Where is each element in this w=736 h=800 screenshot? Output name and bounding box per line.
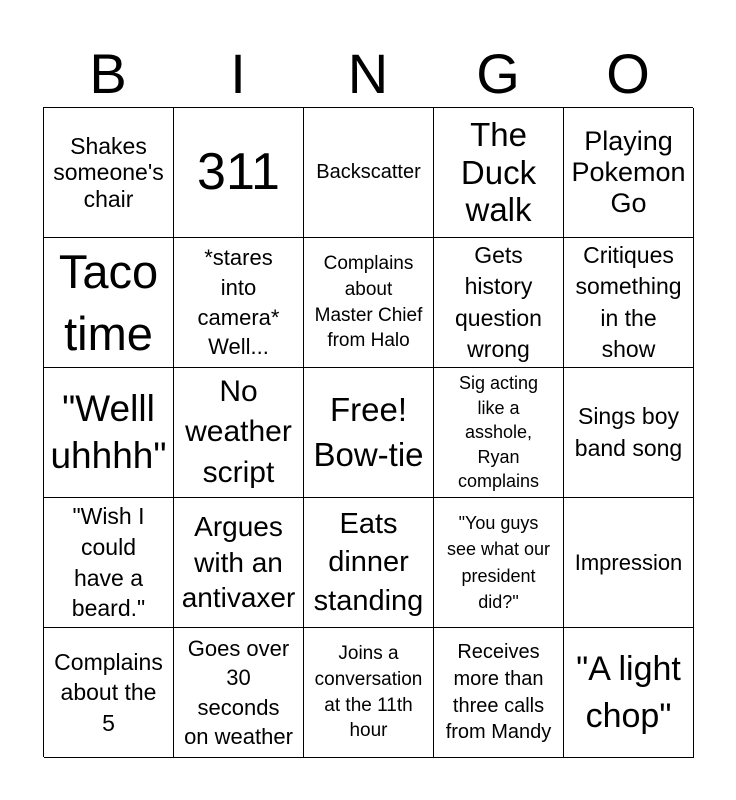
bingo-cell-r5-c2[interactable]: Goes over 30 seconds on weather bbox=[174, 628, 304, 758]
header-letter-n: N bbox=[347, 42, 389, 105]
header-letter-i: I bbox=[230, 42, 246, 105]
bingo-cell-r1-c2[interactable]: 311 bbox=[174, 108, 304, 238]
bingo-cell-r3-c4[interactable]: Sig acting like a asshole, Ryan complains bbox=[434, 368, 564, 498]
bingo-cell-r2-c2[interactable]: *stares into camera* Well... bbox=[174, 238, 304, 368]
bingo-cell-r4-c1[interactable]: "Wish I could have a beard." bbox=[44, 498, 174, 628]
bingo-cell-r4-c3[interactable]: Eats dinner standing bbox=[304, 498, 434, 628]
bingo-cell-r1-c1[interactable]: Shakes someone's chair bbox=[44, 108, 174, 238]
bingo-cell-r3-c3[interactable]: Free! Bow-tie bbox=[304, 368, 434, 498]
bingo-cell-r5-c4[interactable]: Receives more than three calls from Mandy bbox=[434, 628, 564, 758]
bingo-cell-r3-c5[interactable]: Sings boy band song bbox=[564, 368, 694, 498]
bingo-cell-r3-c1[interactable]: "Welll uhhhh" bbox=[44, 368, 174, 498]
bingo-cell-r3-c2[interactable]: No weather script bbox=[174, 368, 304, 498]
bingo-header bbox=[43, 40, 693, 108]
bingo-cell-r1-c4[interactable]: The Duck walk bbox=[434, 108, 564, 238]
bingo-cell-r4-c2[interactable]: Argues with an antivaxer bbox=[174, 498, 304, 628]
bingo-cell-r2-c5[interactable]: Critiques something in the show bbox=[564, 238, 694, 368]
bingo-cell-r4-c5[interactable]: Impression bbox=[564, 498, 694, 628]
bingo-cell-r2-c1[interactable]: Taco time bbox=[44, 238, 174, 368]
bingo-cell-r4-c4[interactable]: "You guys see what our president did?" bbox=[434, 498, 564, 628]
header-letter-o: O bbox=[606, 42, 650, 105]
header-letter-g: G bbox=[476, 42, 520, 105]
bingo-cell-r5-c1[interactable]: Complains about the 5 bbox=[44, 628, 174, 758]
bingo-cell-r1-c3[interactable]: Backscatter bbox=[304, 108, 434, 238]
header-letter-b: B bbox=[89, 42, 127, 105]
bingo-cell-r2-c3[interactable]: Complains about Master Chief from Halo bbox=[304, 238, 434, 368]
bingo-board bbox=[43, 107, 693, 757]
bingo-cell-r1-c5[interactable]: Playing Pokemon Go bbox=[564, 108, 694, 238]
bingo-cell-r5-c3[interactable]: Joins a conversation at the 11th hour bbox=[304, 628, 434, 758]
bingo-cell-r5-c5[interactable]: "A light chop" bbox=[564, 628, 694, 758]
bingo-cell-r2-c4[interactable]: Gets history question wrong bbox=[434, 238, 564, 368]
